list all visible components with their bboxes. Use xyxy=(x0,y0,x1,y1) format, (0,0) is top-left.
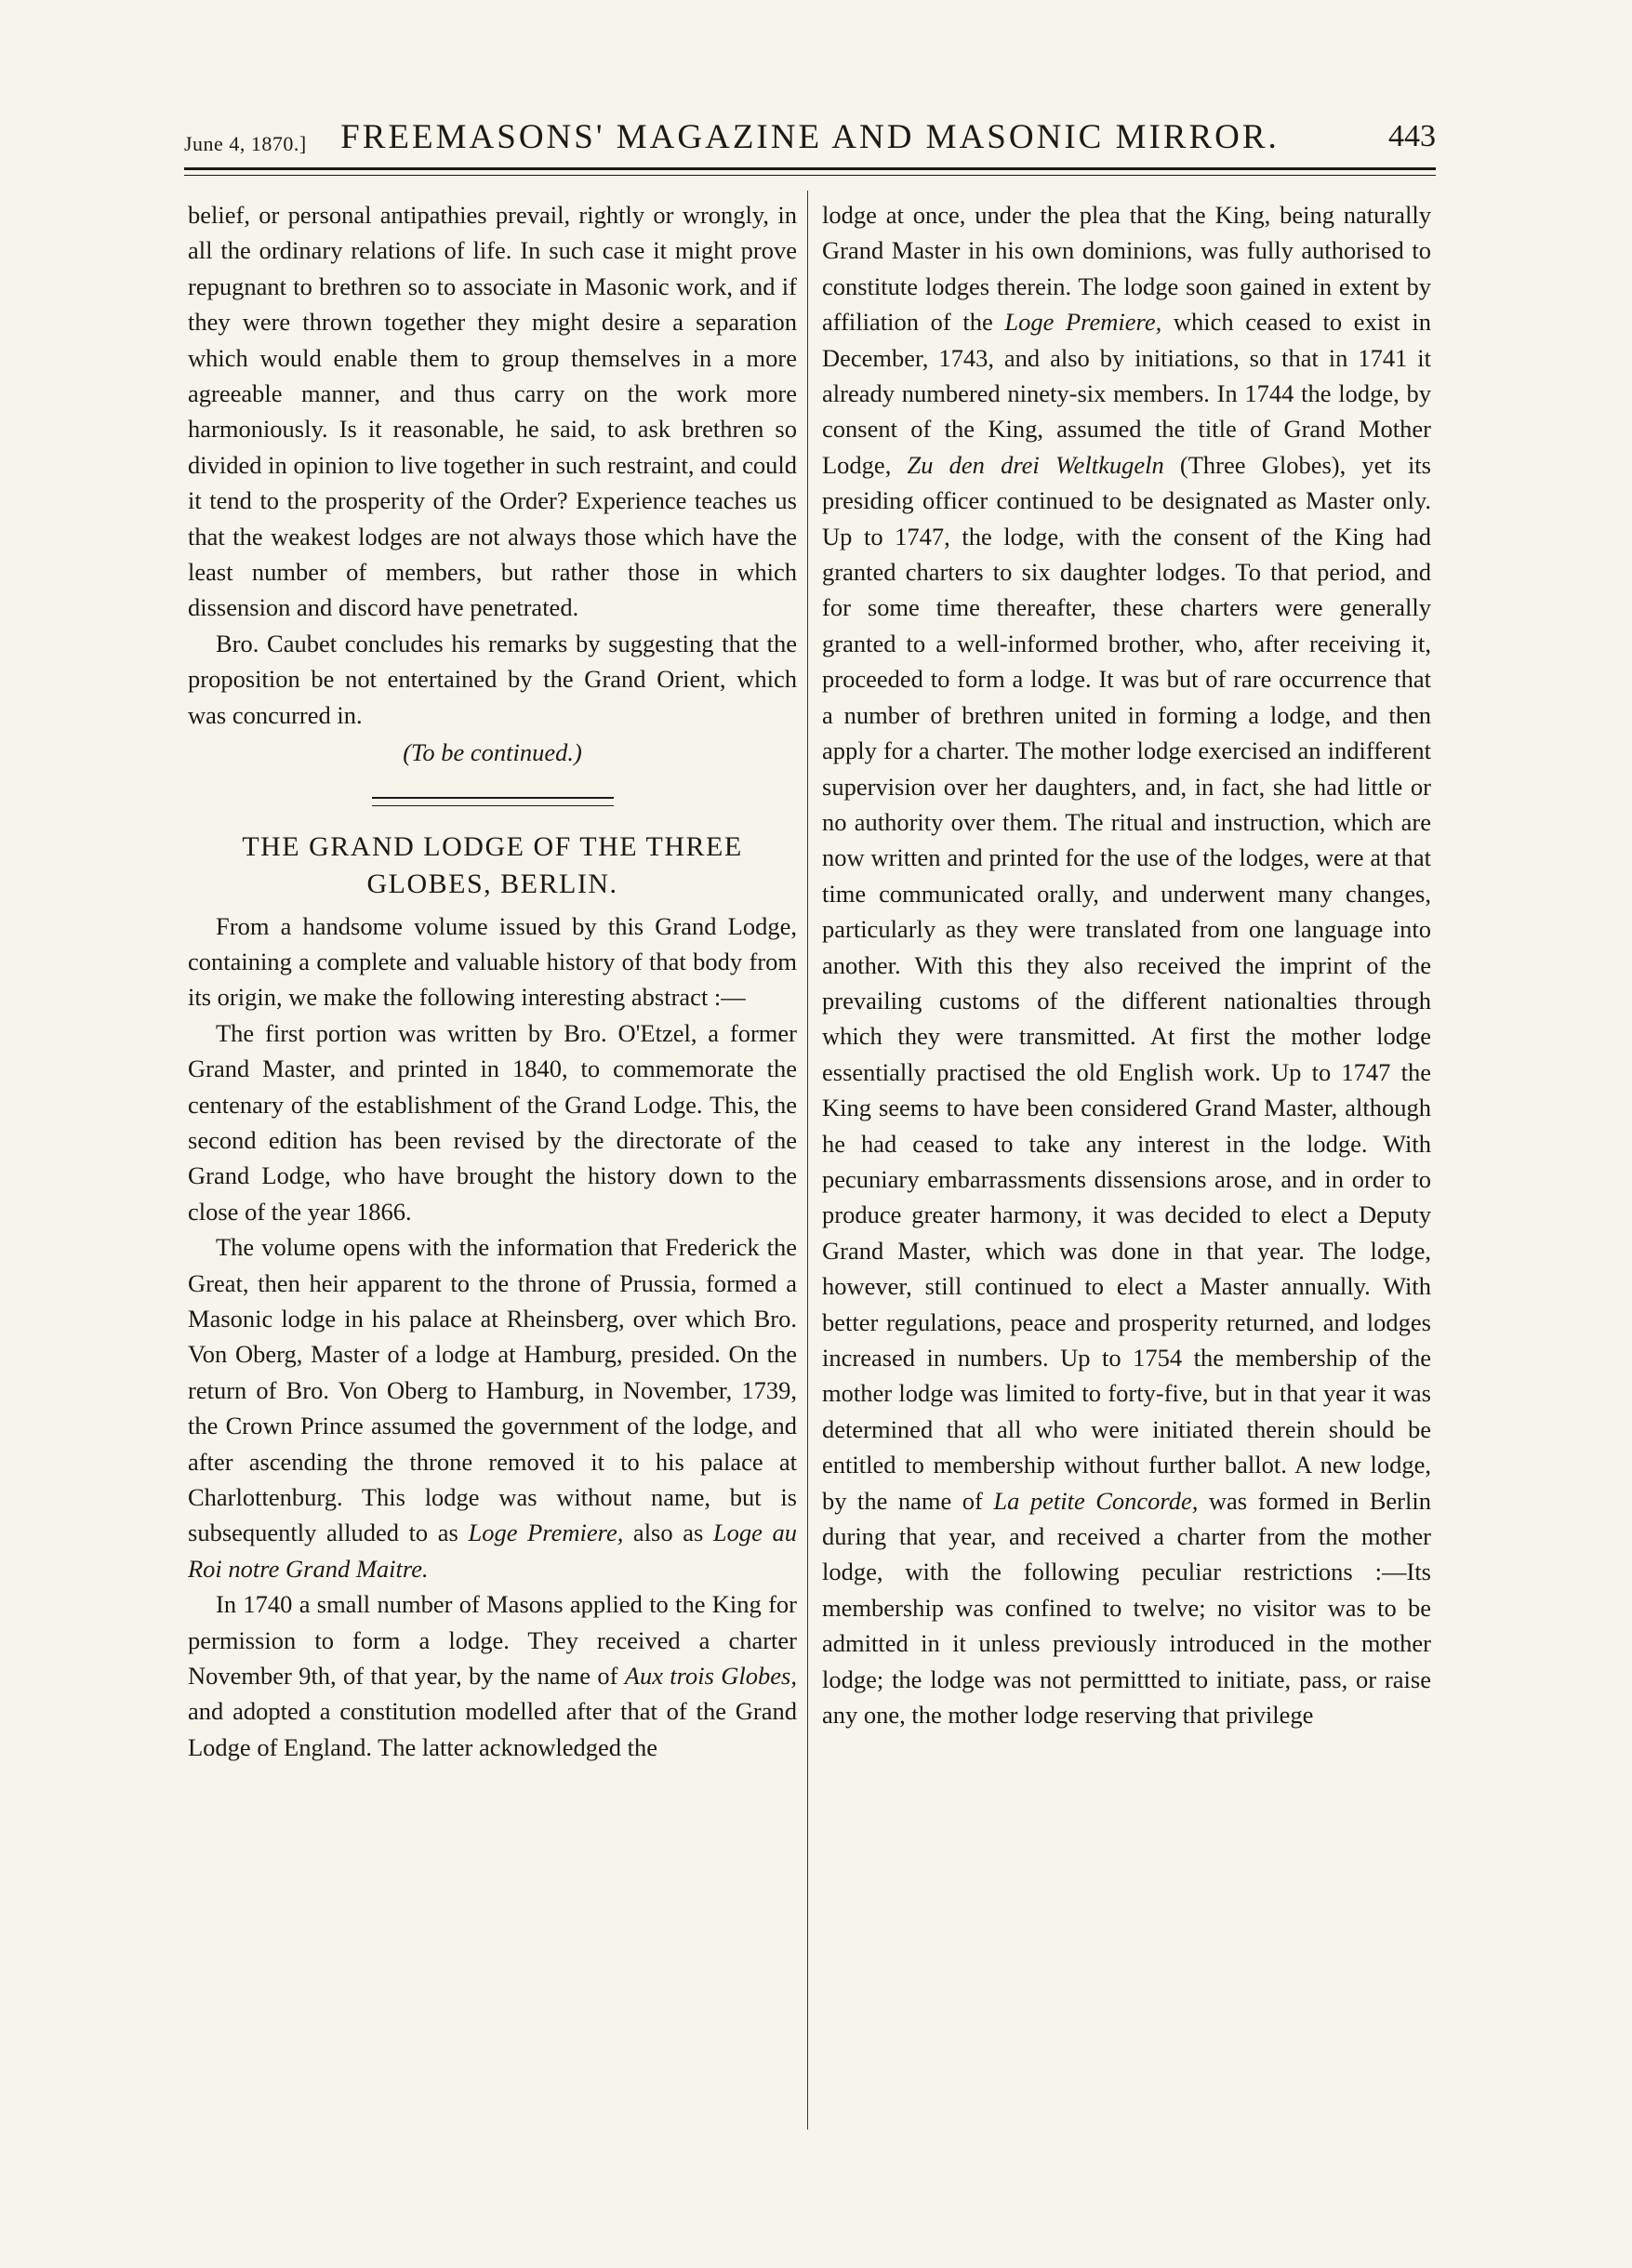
text-run: In 1740 a small number of Masons applied to the King for permission to form a lodge. They received a charter November 9th, of that year, by the name of xyxy=(188,1590,797,1691)
page-number: 443 xyxy=(1388,119,1436,153)
article-headline: THE GRAND LODGE OF THE THREE GLOBES, BERLIN. xyxy=(242,830,743,899)
italic-run: Aux trois Globes, xyxy=(624,1662,797,1691)
page-header xyxy=(184,112,1436,162)
italic-run: Loge Premiere, xyxy=(1004,308,1162,337)
paragraph: Bro. Caubet concludes his remarks by suggesting that the proposition be not entertained by the Grand Orient, which was concurred in. xyxy=(188,629,797,729)
paragraph: belief, or personal antipathies prevail, rightly or wrongly, in all the ordinary relations of life. In such case it might prove repugnant to brethren so to associate in Masonic work, and if they were thrown together they might desire a separation which would enable them to group themselves in a more agreeable manner, and thus carry on the work more harmoniously. Is it reasonable, he said, to ask brethren so divided in opinion to live together in such restraint, and could it tend to the prosperity of the Order? Experience teaches us that the weakest lodges are not always those which have the least number of members, but rather those in which dissension and discord have penetrated. xyxy=(188,201,797,622)
section-divider xyxy=(372,797,614,806)
right-column xyxy=(822,197,1431,2131)
continued-note xyxy=(188,735,797,770)
text-run: which ceased to exist in December, 1743, and also by initiations, so that in 1741 it already numbered ninety-six members. In 1744 the lodge, by consent of the King, assumed the title of Grand Mother Lodge, xyxy=(822,308,1431,479)
masthead-title: FREEMASONS' MAGAZINE AND MASONIC MIRROR. xyxy=(340,118,1280,156)
italic-run: Loge au Roi notre Grand Maitre. xyxy=(188,1519,797,1583)
paragraph: From a handsome volume issued by this Grand Lodge, containing a complete and valuable history of that body from its origin, we make the following interesting abstract :— xyxy=(188,911,797,1012)
text-run: and adopted a constitution modelled after that of the Grand Lodge of England. The latter acknowledged the xyxy=(188,1697,797,1761)
italic-run: La petite Concorde, xyxy=(993,1486,1199,1515)
continued-text: (To be continued.) xyxy=(403,738,582,767)
text-run: also as xyxy=(623,1519,713,1547)
text-run: (Three Globes), yet its presiding officer continued to be designated as Master only. Up to 1747, the lodge, with the consent of the King had granted charters to six daughter lodges. To that period, and for some time thereafter, these charters were generally granted to a well-informed brother, who, after receiving it, proceeded to form a lodge. It was but of rare occurrence that a number of brethren united in forming a lodge, and then apply for a charter. The mother lodge exercised an indifferent supervision over her daughters, and, in fact, she had little or no authority over them. The ritual and instruction, which are now written and printed for the use of the lodges, were at that time communicated orally, and underwent many changes, particularly as they were translated from one language into another. With this they also received the imprint of the prevailing customs of the different nationalties through which they were transmitted. At first the mother lodge essentially practised the old English work. Up to 1747 the King seems to have been considered Grand Master, although he had ceased to take any interest in the lodge. With pecuniary embarrassments dissensions arose, and in order to produce greater harmony, it was decided to elect a Deputy Grand Master, which was done in that year. The lodge, however, still continued to elect a Master annually. With better regulations, peace and prosperity returned, and lodges increased in numbers. Up to 1754 the membership of the mother lodge was limited to forty-five, but in that year it was determined that all who were initiated therein should be entitled to membership without further ballot. A new lodge, by the name of xyxy=(822,450,1431,1515)
paragraph xyxy=(188,1229,797,1586)
text-run: The volume opens with the information that Frederick the Great, then heir apparent to the throne of Prussia, formed a Masonic lodge in his palace at Rheinsberg, over which Bro. Von Oberg, Master of a lodge at Hamburg, presided. On the return of Bro. Von Oberg to Hamburg, in November, 1739, the Crown Prince assumed the government of the lodge, and after ascending the throne removed it to his palace at Charlottenburg. This lodge was without name, but is subsequently alluded to as xyxy=(188,1233,797,1547)
header-rule-thin xyxy=(184,175,1436,176)
paragraph xyxy=(822,197,1431,1732)
paragraph: The first portion was written by Bro. O'Etzel, a former Grand Master, and printed in 1840, to commemorate the centenary of the establishment of the Grand Lodge. This, the second edition has been revised by the directorate of the Grand Lodge, who have brought the history down to the close of the year 1866. xyxy=(188,1018,797,1226)
italic-run: Zu den drei Weltkugeln xyxy=(907,450,1164,479)
left-column xyxy=(188,197,797,2131)
column-divider xyxy=(807,191,808,2129)
text-run: was formed in Berlin during that year, and received a charter from the mother lodge, with the following peculiar restrictions :—Its membership was confined to twelve; no visitor was to be admitted in it unless previously introduced in the mother lodge; the lodge was not permittted to initiate, pass, or raise any one, the mother lodge reserving that privilege xyxy=(822,1486,1431,1730)
header-rule xyxy=(184,167,1436,170)
issue-date: June 4, 1870.] xyxy=(184,132,307,155)
paragraph xyxy=(188,1586,797,1765)
italic-run: Loge Premiere, xyxy=(468,1519,624,1547)
text-run: lodge at once, under the plea that the King, being naturally Grand Master in his own dominions, was fully authorised to constitute lodges therein. The lodge soon gained in extent by affiliation of the xyxy=(822,201,1431,337)
